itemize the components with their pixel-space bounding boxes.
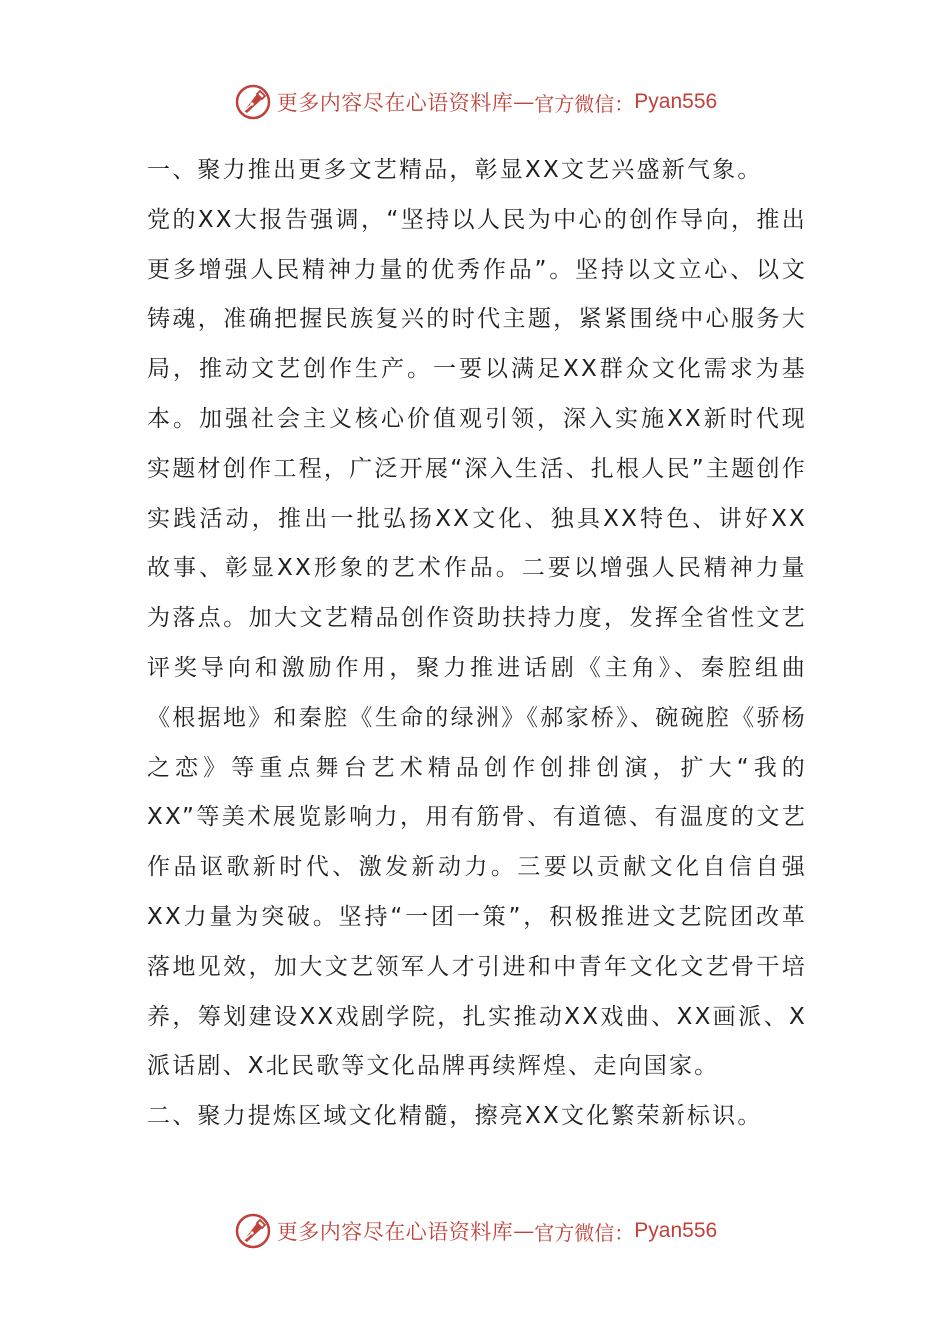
watermark-wechat-id: Pyan556	[634, 1219, 718, 1242]
watermark-banner-top	[0, 82, 950, 122]
pen-nib-logo-icon	[233, 1211, 273, 1251]
watermark-banner-bottom	[0, 1211, 950, 1251]
body-paragraph-1: 党的XX大报告强调，“坚持以人民为中心的创作导向，推出更多增强人民精神力量的优秀作品”。坚持以文立心、以文铸魂，准确把握民族复兴的时代主题，紧紧围绕中心服务大局，推动文艺创作生产。一要以满足XX群众文化需求为基本。加强社会主义核心价值观引领，深入实施XX新时代现实题材创作工程，广泛开展“深入生活、扎根人民”主题创作实践活动，推出一批弘扬XX文化、独具XX特色、讲好XX故事、彰显XX形象的艺术作品。二要以增强人民精神力量为落点。加大文艺精品创作资助扶持力度，发挥全省性文艺评奖导向和激励作用，聚力推进话剧《主角》、秦腔组曲《根据地》和秦腔《生命的绿洲》《郝家桥》、碗碗腔《骄杨之恋》等重点舞台艺术精品创作创排创演，扩大“我的XX”等美术展览影响力，用有筋骨、有道德、有温度的文艺作品讴歌新时代、激发新动力。三要以贡献文化自信自强XX力量为突破。坚持“一团一策”，积极推进文艺院团改革落地见效，加大文艺领军人才引进和中青年文化文艺骨干培养，筹划建设XX戏剧学院，扎实推动XX戏曲、XX画派、X派话剧、X北民歌等文化品牌再续辉煌、走向国家。	[147, 206, 807, 1080]
section-heading-2: 二、聚力提炼区域文化精髓，擦亮XX文化繁荣新标识。	[147, 1103, 763, 1130]
pen-nib-logo-icon	[233, 82, 273, 122]
watermark-contact-label: 官方微信：	[534, 91, 635, 116]
watermark-wechat-id: Pyan556	[634, 90, 718, 113]
section-heading-1: 一、聚力推出更多文艺精品，彰显XX文艺兴盛新气象。	[147, 157, 763, 183]
watermark-dash: —	[513, 1219, 535, 1243]
document-body	[147, 146, 807, 1142]
watermark-contact-label: 官方微信：	[534, 1220, 635, 1245]
watermark-dash: —	[513, 90, 535, 114]
watermark-brand: 更多内容尽在心语资料库	[276, 1220, 514, 1244]
watermark-brand: 更多内容尽在心语资料库	[276, 91, 514, 115]
